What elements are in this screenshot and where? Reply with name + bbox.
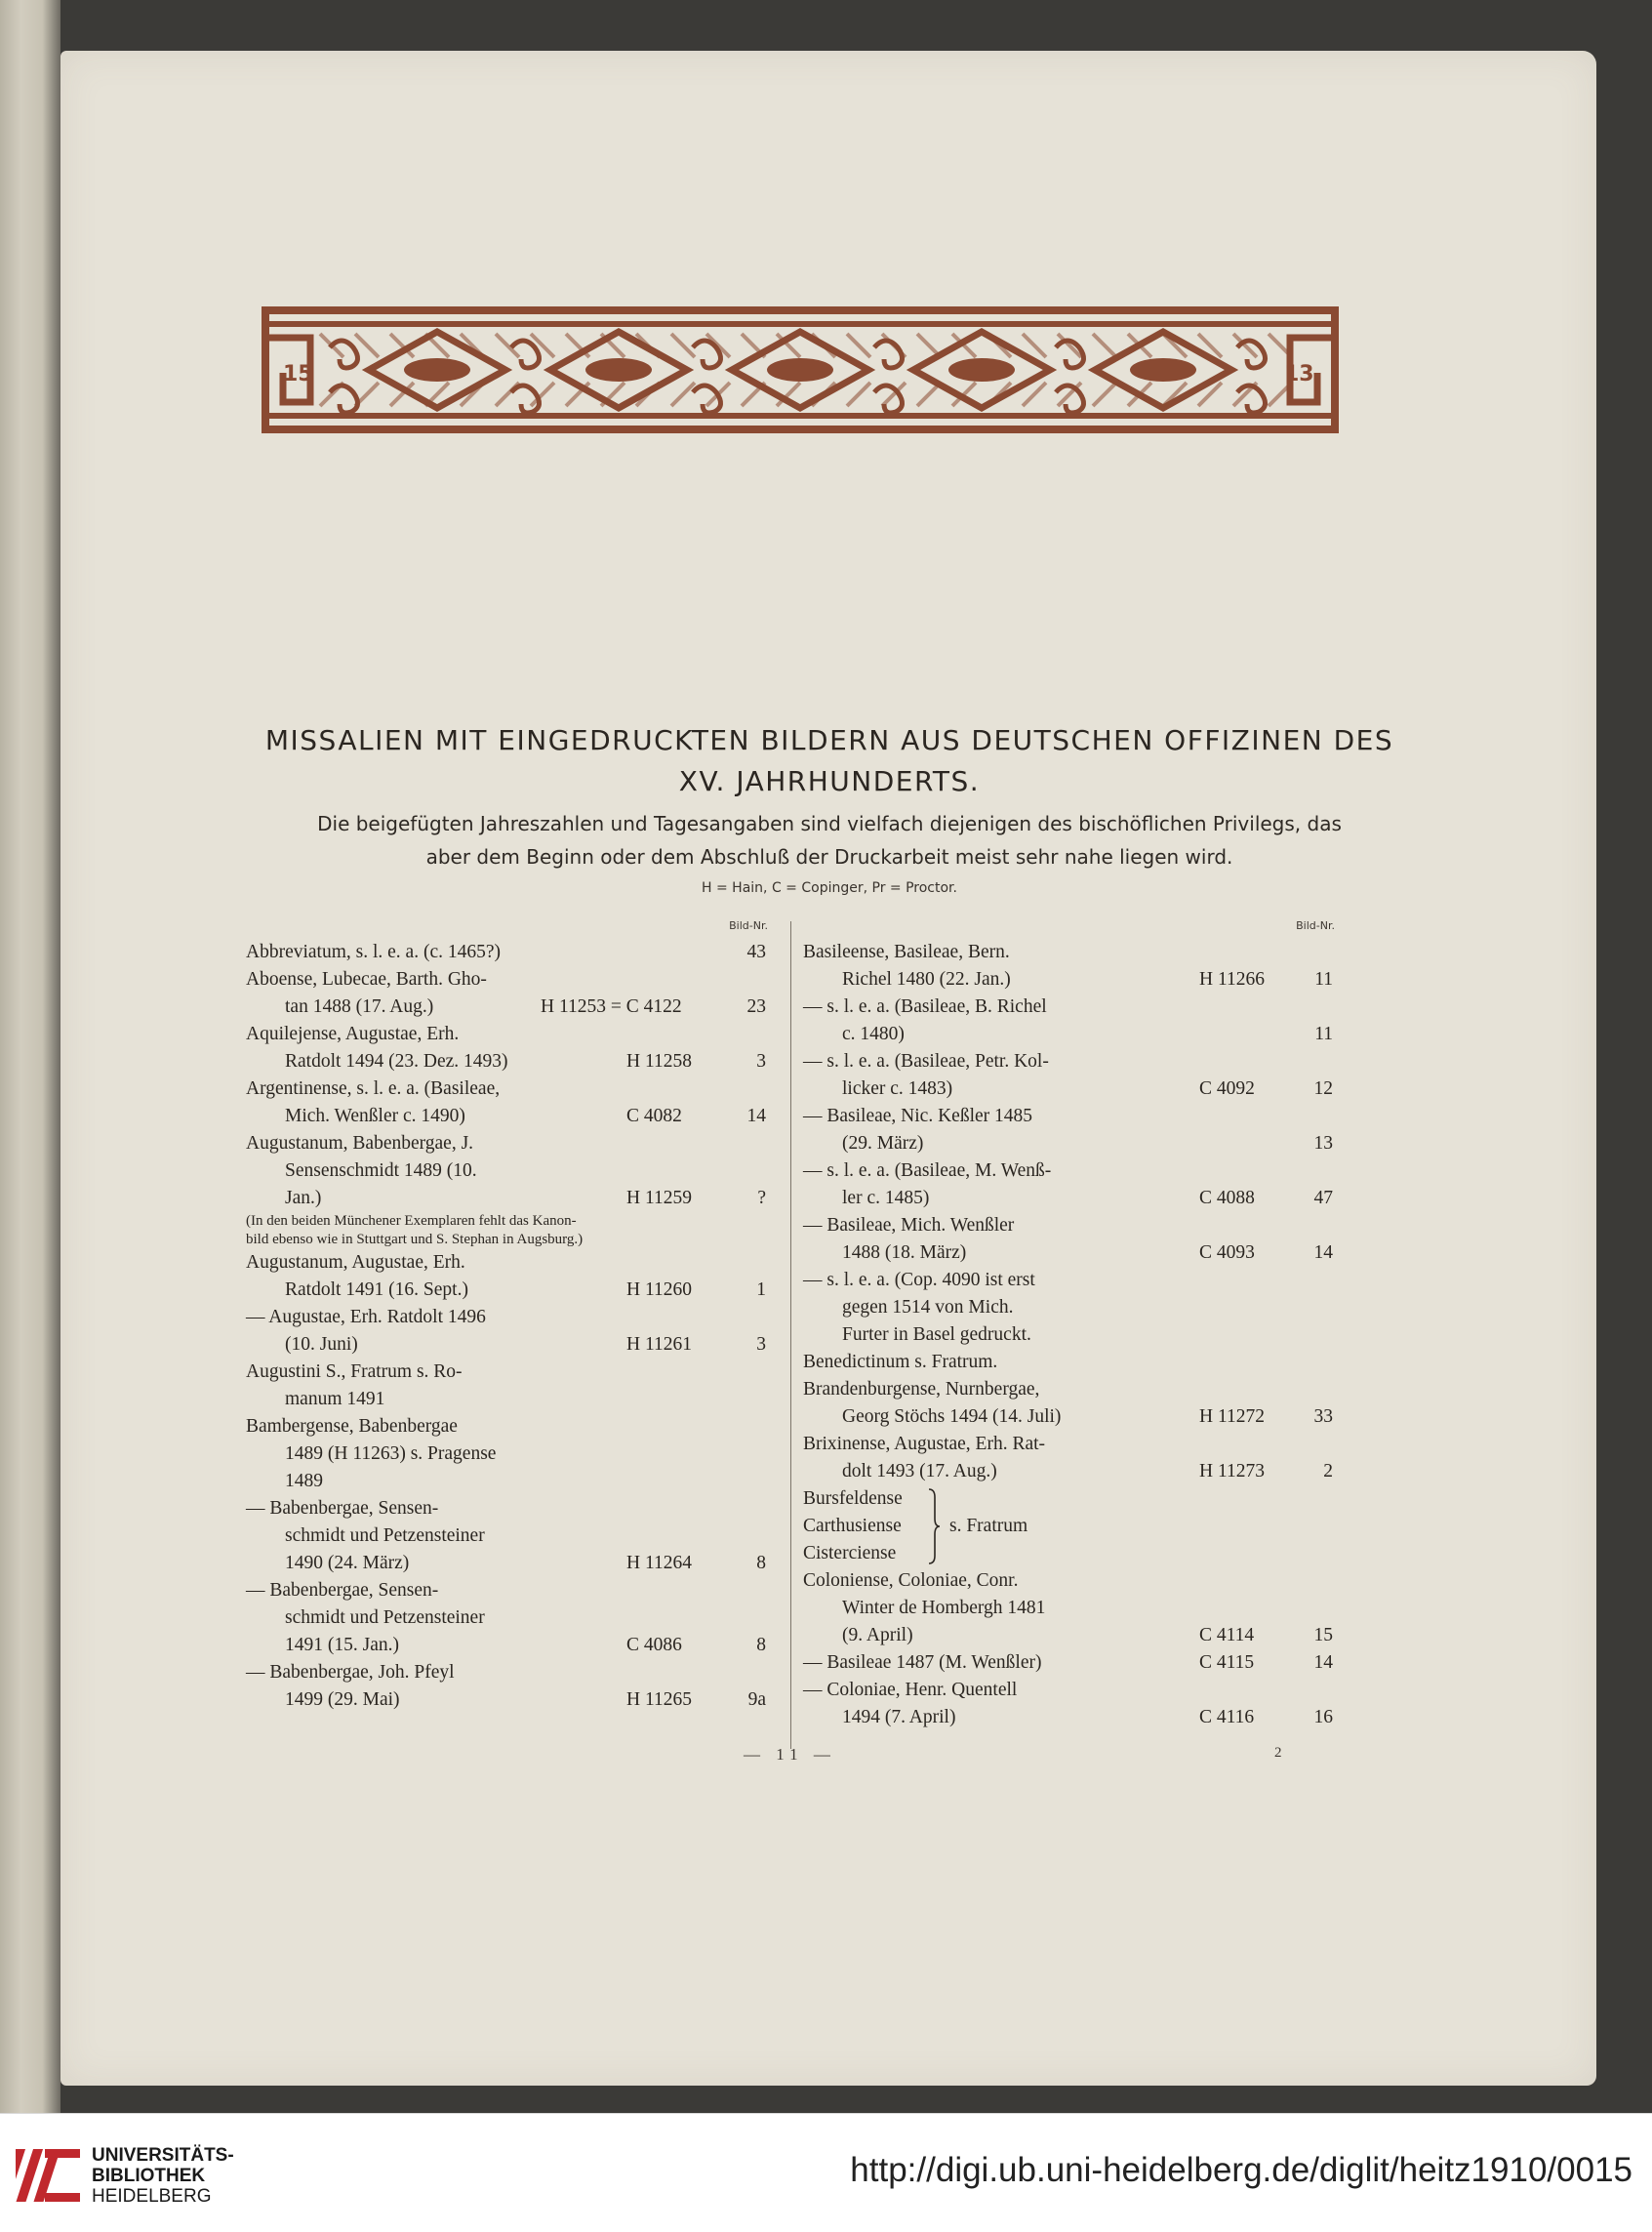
ornament-strand — [742, 334, 765, 406]
ornament-leaf — [767, 358, 833, 382]
catalog-reference: C 4115 — [1199, 1652, 1255, 1673]
left-entry-line — [246, 939, 768, 966]
image-number: 14 — [1313, 1242, 1333, 1263]
left-entry-line — [246, 1157, 768, 1185]
right-entry-line — [803, 1567, 1335, 1595]
left-column — [246, 919, 768, 1729]
catalog-reference: H 11264 — [626, 1553, 692, 1573]
entry-text: (9. April) — [842, 1625, 913, 1645]
left-entry-line — [246, 1075, 768, 1103]
ornament-strand — [1198, 334, 1222, 406]
image-number: 13 — [1313, 1133, 1333, 1154]
entry-text: Furter in Basel gedruckt. — [842, 1324, 1031, 1345]
left-entry-line — [246, 1495, 768, 1522]
ornament-scroll — [1056, 386, 1084, 413]
right-entry-line — [803, 1267, 1335, 1294]
entry-text: Ratdolt 1491 (16. Sept.) — [285, 1279, 468, 1300]
entry-text: bild ebenso wie in Stuttgart und S. Stephan in Augsburg.) — [246, 1232, 584, 1247]
entry-text: Abbreviatum, s. l. e. a. (c. 1465?) — [246, 942, 502, 962]
entry-text: — Basileae 1487 (M. Wenßler) — [803, 1652, 1042, 1673]
previous-page-edge — [0, 0, 60, 2113]
image-number: 1 — [756, 1279, 766, 1300]
left-entry-line — [246, 1212, 768, 1231]
catalog-reference: H 11259 — [626, 1188, 692, 1208]
right-entry-line — [803, 1649, 1335, 1677]
right-entry-line — [803, 1130, 1335, 1157]
entry-text: Sensenschmidt 1489 (10. — [285, 1160, 477, 1181]
brace-item-1: Bursfeldense — [803, 1488, 903, 1509]
entry-text: (In den beiden Münchener Exemplaren fehlt das Kanon- — [246, 1213, 577, 1229]
entry-text: 1489 — [285, 1471, 323, 1491]
left-entry-line — [246, 1632, 768, 1659]
image-number: 3 — [756, 1051, 766, 1072]
curly-brace-mark — [926, 1487, 942, 1565]
library-logo-icon[interactable] — [16, 2143, 80, 2208]
entry-text: tan 1488 (17. Aug.) — [285, 996, 434, 1017]
entry-text: schmidt und Petzensteiner — [285, 1525, 485, 1546]
left-entry-line — [246, 1604, 768, 1632]
entry-text: Basileense, Basileae, Bern. — [803, 942, 1010, 962]
image-number: ? — [757, 1188, 766, 1208]
subtitle-line-2: aber dem Beginn oder dem Abschluß der Druckarbeit meist sehr nahe liegen wird. — [425, 845, 1233, 869]
ornament-leaf — [948, 358, 1015, 382]
catalog-reference: C 4114 — [1199, 1625, 1255, 1645]
catalog-reference: H 11260 — [626, 1279, 692, 1300]
left-entry-line — [246, 1331, 768, 1359]
entry-text: manum 1491 — [285, 1389, 385, 1409]
catalog-reference: C 4116 — [1199, 1707, 1255, 1727]
left-entries — [246, 939, 768, 1714]
entry-text: schmidt und Petzensteiner — [285, 1607, 485, 1628]
brace-target: s. Fratrum — [949, 1516, 1028, 1536]
left-entry-line — [246, 1048, 768, 1075]
left-entry-line — [246, 1386, 768, 1413]
image-number: 11 — [1314, 1024, 1333, 1044]
catalog-reference: H 11261 — [626, 1334, 692, 1355]
image-number: 15 — [1313, 1625, 1333, 1645]
entry-text: — s. l. e. a. (Basileae, M. Wenß- — [803, 1160, 1052, 1181]
entry-text: — Babenbergae, Joh. Pfeyl — [246, 1662, 455, 1683]
entry-text: (10. Juni) — [285, 1334, 358, 1355]
entry-text: Benedictinum s. Fratrum. — [803, 1352, 998, 1372]
right-entry-line — [803, 1431, 1335, 1458]
left-entry-line — [246, 994, 768, 1021]
entry-text: — Augustae, Erh. Ratdolt 1496 — [246, 1307, 486, 1327]
ornament-year-left: 15 — [283, 362, 313, 386]
left-entry-line — [246, 1249, 768, 1277]
right-entry-line — [803, 1157, 1335, 1185]
entry-text: dolt 1493 (17. Aug.) — [842, 1461, 997, 1481]
entry-text: Mich. Wenßler c. 1490) — [285, 1106, 465, 1126]
left-entry-line — [246, 1659, 768, 1686]
page-title-line-1: MISSALIEN MIT EINGEDRUCKTEN BILDERN AUS DEUTSCHEN OFFIZINEN DES — [264, 724, 1394, 756]
right-entry-line — [803, 1403, 1335, 1431]
image-number: 23 — [746, 996, 766, 1017]
left-entry-line — [246, 1577, 768, 1604]
entry-text: — Babenbergae, Sensen- — [246, 1498, 439, 1519]
entry-text: c. 1480) — [842, 1024, 905, 1044]
entry-text: — Basileae, Nic. Keßler 1485 — [803, 1106, 1033, 1126]
entry-text: — s. l. e. a. (Basileae, Petr. Kol- — [803, 1051, 1049, 1072]
entry-text: 1499 (29. Mai) — [285, 1689, 400, 1710]
entry-text: Ratdolt 1494 (23. Dez. 1493) — [285, 1051, 508, 1072]
right-entry-line — [803, 1185, 1335, 1212]
right-column — [803, 919, 1335, 1729]
brace-item-3: Cisterciense — [803, 1543, 897, 1563]
left-entry-line — [246, 1277, 768, 1304]
library-footer-bar — [0, 2113, 1652, 2232]
right-entry-line — [803, 1021, 1335, 1048]
page-number: — 11 — — [744, 1745, 836, 1764]
subtitle-line-1: Die beigefügten Jahreszahlen und Tagesangaben sind vielfach diejenigen des bischöflichen Privilegs, das — [317, 812, 1342, 835]
right-entry-line — [803, 1349, 1335, 1376]
entry-text: Brixinense, Augustae, Erh. Rat- — [803, 1434, 1046, 1454]
left-entry-line — [246, 1021, 768, 1048]
entry-text: — Basileae, Mich. Wenßler — [803, 1215, 1015, 1236]
image-number: 8 — [756, 1635, 766, 1655]
entry-text: Augustini S., Fratrum s. Ro- — [246, 1361, 463, 1382]
right-entry-line — [803, 1595, 1335, 1622]
left-entry-line — [246, 1413, 768, 1441]
right-entry-line — [803, 966, 1335, 994]
entry-text: — Coloniae, Henr. Quentell — [803, 1680, 1018, 1700]
catalog-reference: H 11273 — [1199, 1461, 1265, 1481]
entry-text: 1488 (18. März) — [842, 1242, 967, 1263]
entry-text: gegen 1514 von Mich. — [842, 1297, 1014, 1318]
entry-text: Aquilejense, Augustae, Erh. — [246, 1024, 460, 1044]
catalog-reference: H 11266 — [1199, 969, 1265, 990]
entry-text: Richel 1480 (22. Jan.) — [842, 969, 1011, 990]
right-entry-line — [803, 1075, 1335, 1103]
entry-text: 1489 (H 11263) s. Pragense — [285, 1443, 497, 1464]
right-entry-line — [803, 1622, 1335, 1649]
entry-text: Aboense, Lubecae, Barth. Gho- — [246, 969, 487, 990]
left-entry-line — [246, 1103, 768, 1130]
entry-text: 1494 (7. April) — [842, 1707, 956, 1727]
right-entry-line — [803, 1212, 1335, 1239]
right-entry-line — [803, 1103, 1335, 1130]
catalog-reference: C 4082 — [626, 1106, 682, 1126]
entry-text: (29. März) — [842, 1133, 924, 1154]
entry-text: 1490 (24. März) — [285, 1553, 410, 1573]
image-number: 16 — [1313, 1707, 1333, 1727]
entry-text: Augustanum, Augustae, Erh. — [246, 1252, 465, 1273]
right-entries-after — [803, 1567, 1335, 1731]
library-name[interactable] — [92, 2145, 234, 2207]
image-number: 2 — [1323, 1461, 1333, 1481]
right-entry-line — [803, 1458, 1335, 1485]
catalog-reference: C 4086 — [626, 1635, 682, 1655]
right-entry-line — [803, 1704, 1335, 1731]
left-entry-line — [246, 1550, 768, 1577]
right-entry-line — [803, 1677, 1335, 1704]
entry-text: Coloniense, Coloniae, Conr. — [803, 1570, 1019, 1591]
image-number: 12 — [1313, 1078, 1333, 1099]
right-entries — [803, 939, 1335, 1731]
left-entry-line — [246, 966, 768, 994]
entry-text: Augustanum, Babenbergae, J. — [246, 1133, 474, 1154]
entry-text: Winter de Hombergh 1481 — [842, 1598, 1046, 1618]
library-name-line-3: HEIDELBERG — [92, 2186, 212, 2207]
column-divider — [790, 921, 791, 1749]
library-name-line-1: UNIVERSITÄTS- — [92, 2145, 234, 2166]
image-number: 9a — [747, 1689, 766, 1710]
catalog-reference: H 11253 = C 4122 — [541, 996, 682, 1017]
image-number: 8 — [756, 1553, 766, 1573]
entry-text: Argentinense, s. l. e. a. (Basileae, — [246, 1078, 501, 1099]
image-number: 14 — [1313, 1652, 1333, 1673]
right-entries-before — [803, 939, 1335, 1485]
catalog-reference: H 11272 — [1199, 1406, 1265, 1427]
entry-text: Georg Stöchs 1494 (14. Juli) — [842, 1406, 1062, 1427]
image-number: 47 — [1313, 1188, 1333, 1208]
catalog-reference: H 11265 — [626, 1689, 692, 1710]
ornament-scroll — [693, 386, 721, 413]
entry-text: — s. l. e. a. (Cop. 4090 ist erst — [803, 1270, 1035, 1290]
image-number: 43 — [746, 942, 766, 962]
right-entry-line — [803, 1239, 1335, 1267]
entry-text: 1491 (15. Jan.) — [285, 1635, 399, 1655]
left-entry-line — [246, 1185, 768, 1212]
document-url-link[interactable]: http://digi.ub.uni-heidelberg.de/diglit/heitz1910/0015 — [850, 2151, 1632, 2189]
right-entry-line — [803, 1048, 1335, 1075]
right-entry-line — [803, 1294, 1335, 1321]
catalog-reference: C 4088 — [1199, 1188, 1255, 1208]
printer-signature: 2 — [1274, 1745, 1282, 1761]
left-column-header: Bild-Nr. — [729, 919, 768, 932]
image-number: 33 — [1313, 1406, 1333, 1427]
entry-text: Jan.) — [285, 1188, 322, 1208]
catalog-reference: C 4093 — [1199, 1242, 1255, 1263]
ornament-strand — [320, 334, 343, 406]
ornament-strand — [917, 334, 941, 406]
entry-text: ler c. 1485) — [842, 1188, 930, 1208]
entry-text: — Babenbergae, Sensen- — [246, 1580, 439, 1601]
left-entry-line — [246, 1468, 768, 1495]
brace-group — [803, 1485, 1335, 1567]
ornament-scroll — [874, 341, 903, 368]
right-entry-line — [803, 939, 1335, 966]
page-title-line-2: XV. JAHRHUNDERTS. — [678, 765, 981, 797]
ornament-strand — [1023, 334, 1046, 406]
ornament-scroll — [330, 341, 358, 368]
left-entry-line — [246, 1522, 768, 1550]
right-column-header: Bild-Nr. — [1296, 919, 1335, 932]
left-entry-line — [246, 1686, 768, 1714]
entry-text: licker c. 1483) — [842, 1078, 953, 1099]
brace-item-2: Carthusiense — [803, 1516, 902, 1536]
ornament-leaf — [585, 358, 652, 382]
entry-text: — s. l. e. a. (Basileae, B. Richel — [803, 996, 1047, 1017]
entry-text: Brandenburgense, Nurnbergae, — [803, 1379, 1040, 1400]
image-number: 14 — [746, 1106, 766, 1126]
entry-text: Bambergense, Babenbergae — [246, 1416, 458, 1437]
right-entry-line — [803, 1376, 1335, 1403]
right-entry-line — [803, 994, 1335, 1021]
image-number: 11 — [1314, 969, 1333, 990]
abbreviation-legend: H = Hain, C = Copinger, Pr = Proctor. — [702, 880, 957, 896]
ornament-year-right: 13. — [1284, 362, 1322, 386]
left-entry-line — [246, 1304, 768, 1331]
catalog-reference: H 11258 — [626, 1051, 692, 1072]
ornamental-border-band — [262, 304, 1339, 435]
right-entry-line — [803, 1321, 1335, 1349]
left-entry-line — [246, 1231, 768, 1249]
left-entry-line — [246, 1130, 768, 1157]
catalog-reference: C 4092 — [1199, 1078, 1255, 1099]
image-number: 3 — [756, 1334, 766, 1355]
left-entry-line — [246, 1441, 768, 1468]
left-entry-line — [246, 1359, 768, 1386]
ornament-leaf — [1130, 358, 1196, 382]
library-name-line-2: BIBLIOTHEK — [92, 2166, 206, 2186]
ornament-leaf — [404, 358, 470, 382]
